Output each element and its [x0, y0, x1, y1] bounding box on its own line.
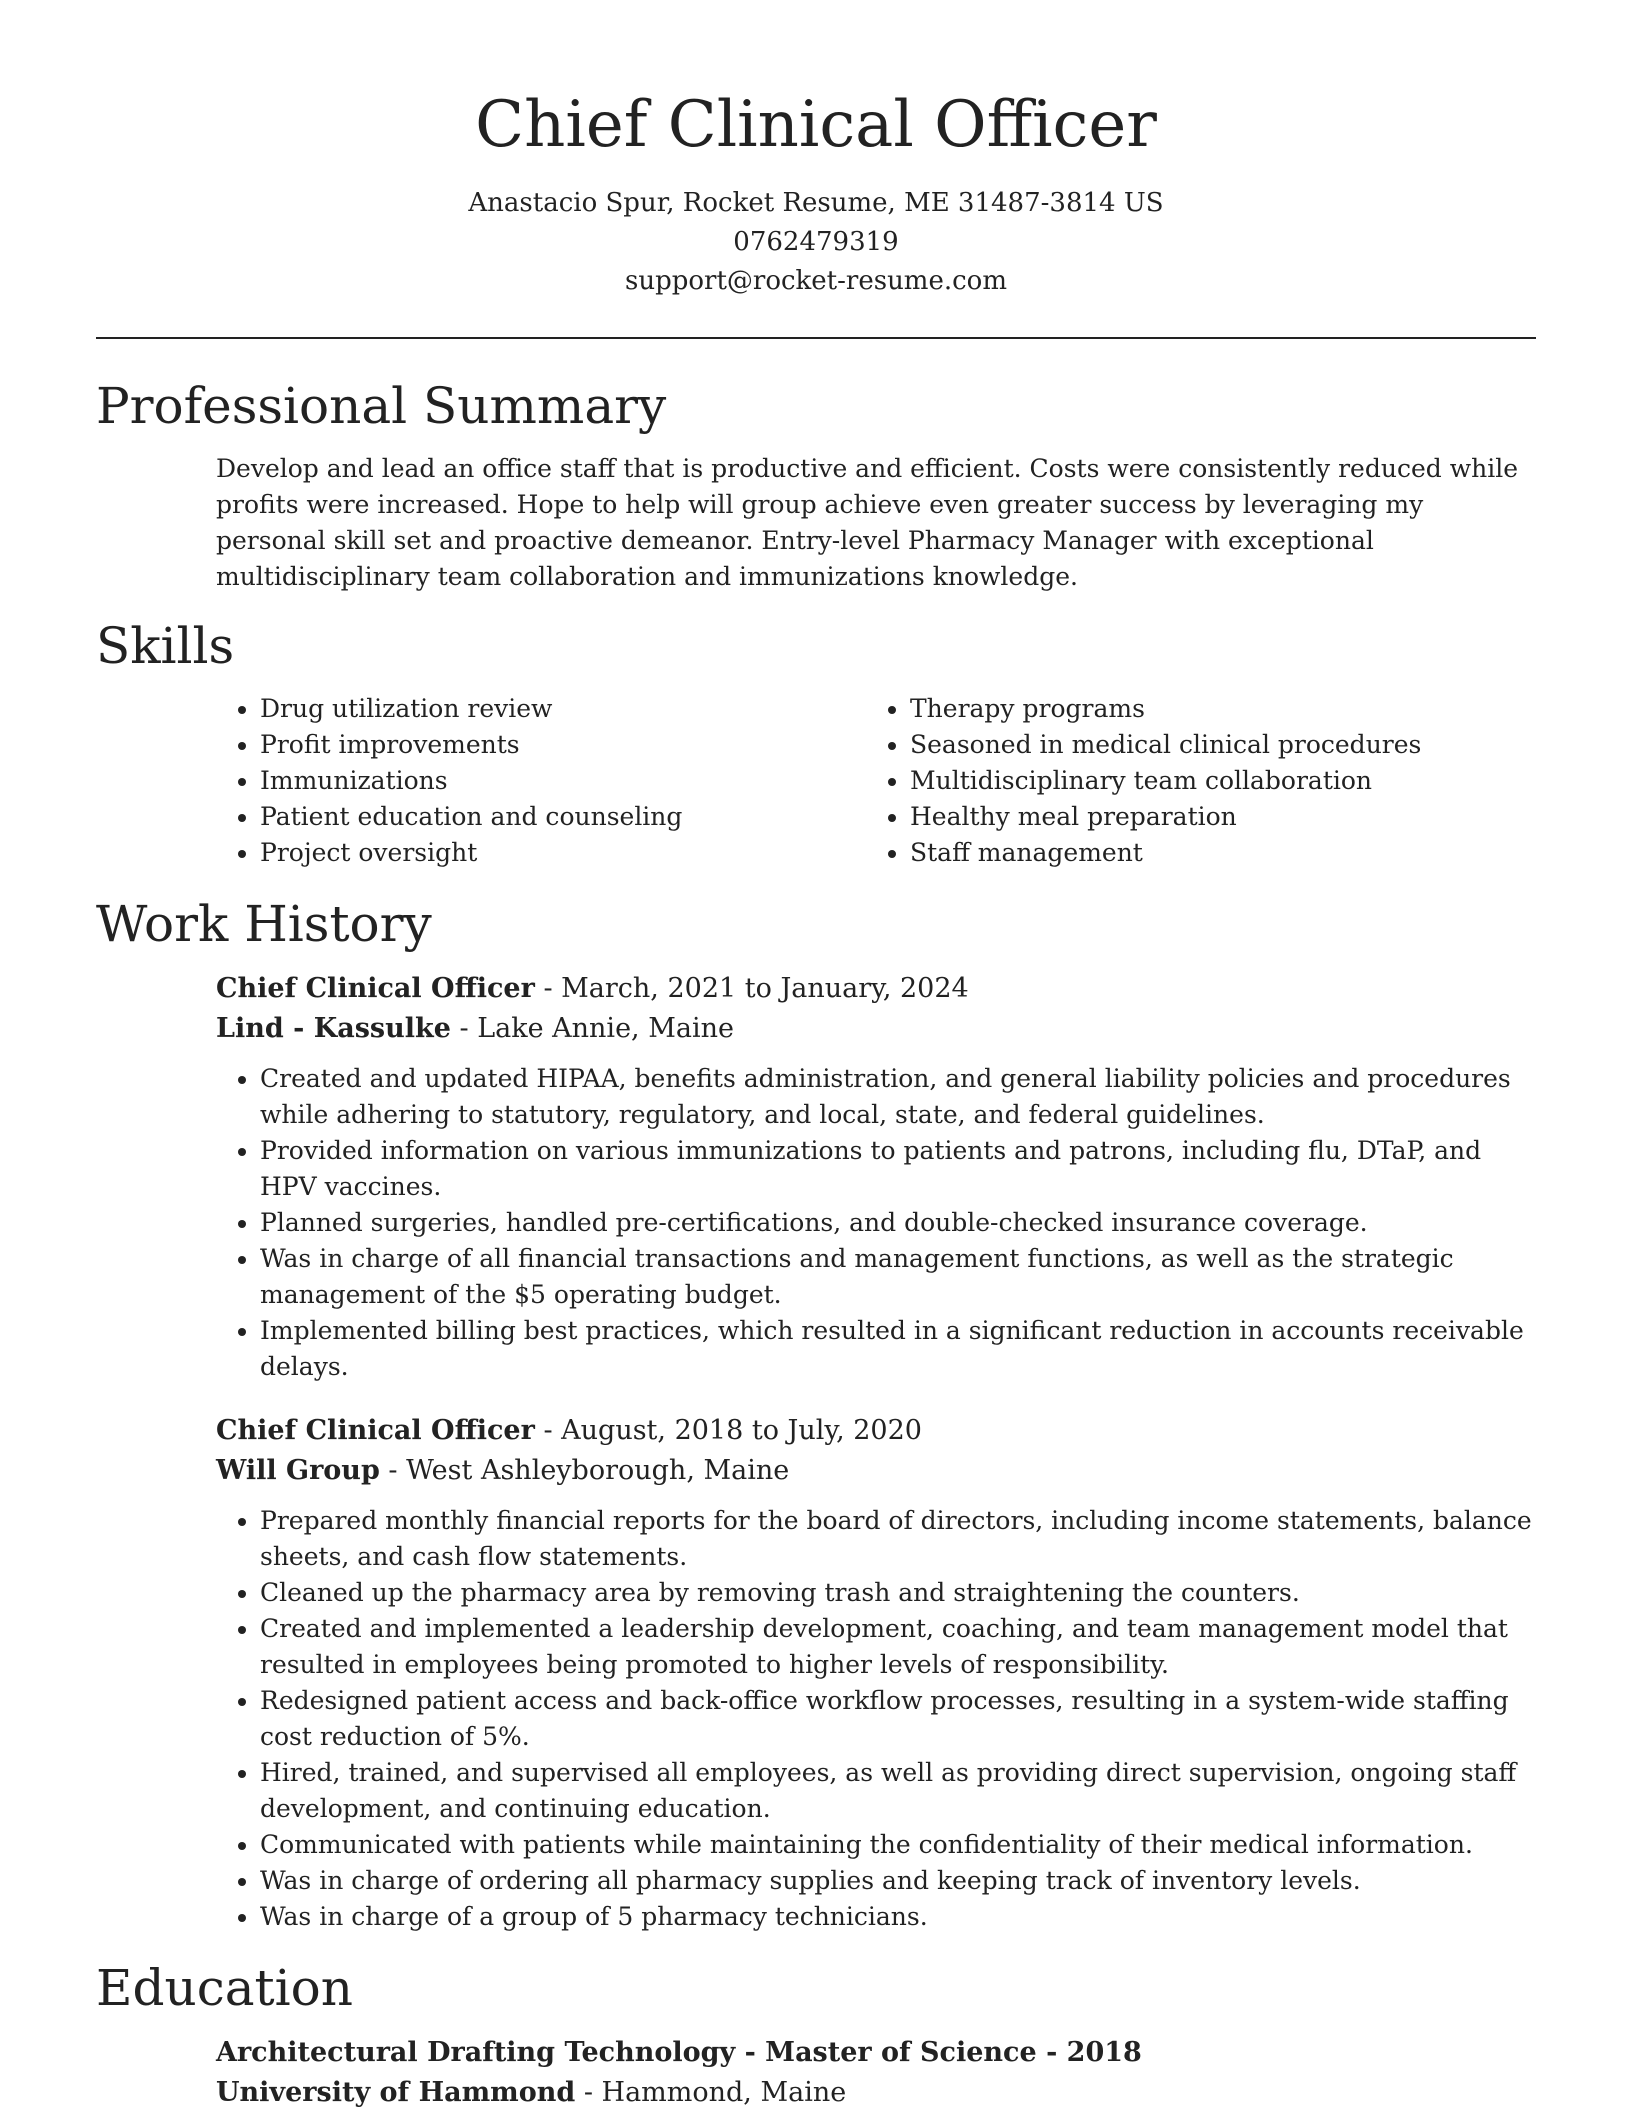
- job-bullet: • Provided information on various immunizations to patients and patrons, including flu, DTaP, and HPV vaccines.: [260, 1133, 1536, 1205]
- job-company: Will Group: [216, 1455, 380, 1486]
- job-bullet: • Redesigned patient access and back-office workflow processes, resulting in a system-wide staffing cost reduction of 5%.: [260, 1683, 1536, 1755]
- skill-item: • Multidisciplinary team collaboration: [910, 763, 1516, 799]
- job-bullet: • Created and implemented a leadership development, coaching, and team management model that resulted in employees being promoted to higher levels of responsibility.: [260, 1611, 1536, 1683]
- job-bullet: • Cleaned up the pharmacy area by removing trash and straightening the counters.: [260, 1575, 1536, 1611]
- job-bullet: • Planned surgeries, handled pre-certifications, and double-checked insurance coverage.: [260, 1205, 1536, 1241]
- job-entry: [216, 969, 1536, 1385]
- job-bullet: • Was in charge of a group of 5 pharmacy technicians.: [260, 1899, 1536, 1935]
- job-title: Chief Clinical Officer: [216, 973, 535, 1004]
- skills-column-left: [216, 691, 866, 871]
- work-history-heading: Work History: [96, 895, 432, 953]
- skills-column-right: [866, 691, 1516, 871]
- education-section: [96, 1957, 1536, 2113]
- job-title: Chief Clinical Officer: [216, 1415, 535, 1446]
- skill-item: • Patient education and counseling: [260, 799, 866, 835]
- education-entry: [216, 2033, 1536, 2113]
- education-degree-line: [216, 2033, 1536, 2073]
- phone: 0762479319: [733, 227, 899, 257]
- education-school: University of Hammond: [216, 2077, 576, 2108]
- summary-section: [96, 375, 1536, 595]
- skills-section: [96, 615, 1536, 871]
- skills-list-left: [216, 691, 866, 871]
- job-bullet: • Implemented billing best practices, which resulted in a significant reduction in accounts receivable delays.: [260, 1313, 1536, 1385]
- skills-list-right: [866, 691, 1516, 871]
- skill-item: • Healthy meal preparation: [910, 799, 1516, 835]
- job-bullets: [216, 1503, 1536, 1935]
- job-bullet: • Created and updated HIPAA, benefits administration, and general liability policies and procedures while adhering to statutory, regulatory, and local, state, and federal guidelines.: [260, 1061, 1536, 1133]
- job-title-line: [216, 1411, 1536, 1451]
- header-divider: [96, 337, 1536, 339]
- skill-item: • Immunizations: [260, 763, 866, 799]
- job-location: - West Ashleyborough, Maine: [388, 1455, 790, 1486]
- job-bullet: • Was in charge of all financial transactions and management functions, as well as the strategic management of the $5 operating budget.: [260, 1241, 1536, 1313]
- job-bullet: • Was in charge of ordering all pharmacy supplies and keeping track of inventory levels.: [260, 1863, 1536, 1899]
- resume-page: [96, 0, 1536, 2113]
- job-dates: - March, 2021 to January, 2024: [543, 973, 969, 1004]
- skill-item: • Profit improvements: [260, 727, 866, 763]
- skills-heading: Skills: [96, 617, 235, 675]
- resume-header: [96, 0, 1536, 301]
- skill-item: • Therapy programs: [910, 691, 1516, 727]
- skill-item: • Staff management: [910, 835, 1516, 871]
- job-location: - Lake Annie, Maine: [459, 1013, 734, 1044]
- job-dates: - August, 2018 to July, 2020: [543, 1415, 922, 1446]
- summary-heading: Professional Summary: [96, 377, 667, 435]
- contact-block: [96, 184, 1536, 301]
- job-company: Lind - Kassulke: [216, 1013, 451, 1044]
- work-history-section: [96, 893, 1536, 1935]
- education-school-line: [216, 2073, 1536, 2113]
- skill-item: • Drug utilization review: [260, 691, 866, 727]
- email: support@rocket-resume.com: [624, 266, 1007, 296]
- skill-item: • Seasoned in medical clinical procedures: [910, 727, 1516, 763]
- job-entry: [216, 1411, 1536, 1935]
- job-company-line: [216, 1451, 1536, 1491]
- job-title-line: [216, 969, 1536, 1009]
- education-location: - Hammond, Maine: [583, 2077, 847, 2108]
- job-bullet: • Prepared monthly financial reports for the board of directors, including income statements, balance sheets, and cash flow statements.: [260, 1503, 1536, 1575]
- job-bullet: • Hired, trained, and supervised all employees, as well as providing direct supervision, ongoing staff development, and continuing education.: [260, 1755, 1536, 1827]
- job-bullets: [216, 1061, 1536, 1385]
- summary-text: Develop and lead an office staff that is productive and efficient. Costs were consistently reduced while profits were increased. Hope to help will group achieve even greater success by leveraging my personal skill set and proactive demeanor. Entry-level Pharmacy Manager with exceptional multidisciplinary team collaboration and immunizations knowledge.: [216, 454, 1518, 591]
- address: Anastacio Spur, Rocket Resume, ME 31487-3814 US: [468, 188, 1164, 218]
- skill-item: • Project oversight: [260, 835, 866, 871]
- job-company-line: [216, 1009, 1536, 1049]
- education-heading: Education: [96, 1959, 353, 2017]
- skills-columns: [216, 691, 1536, 871]
- education-degree: Architectural Drafting Technology - Master of Science - 2018: [216, 2037, 1142, 2068]
- candidate-title: Chief Clinical Officer: [475, 88, 1157, 162]
- job-bullet: • Communicated with patients while maintaining the confidentiality of their medical information.: [260, 1827, 1536, 1863]
